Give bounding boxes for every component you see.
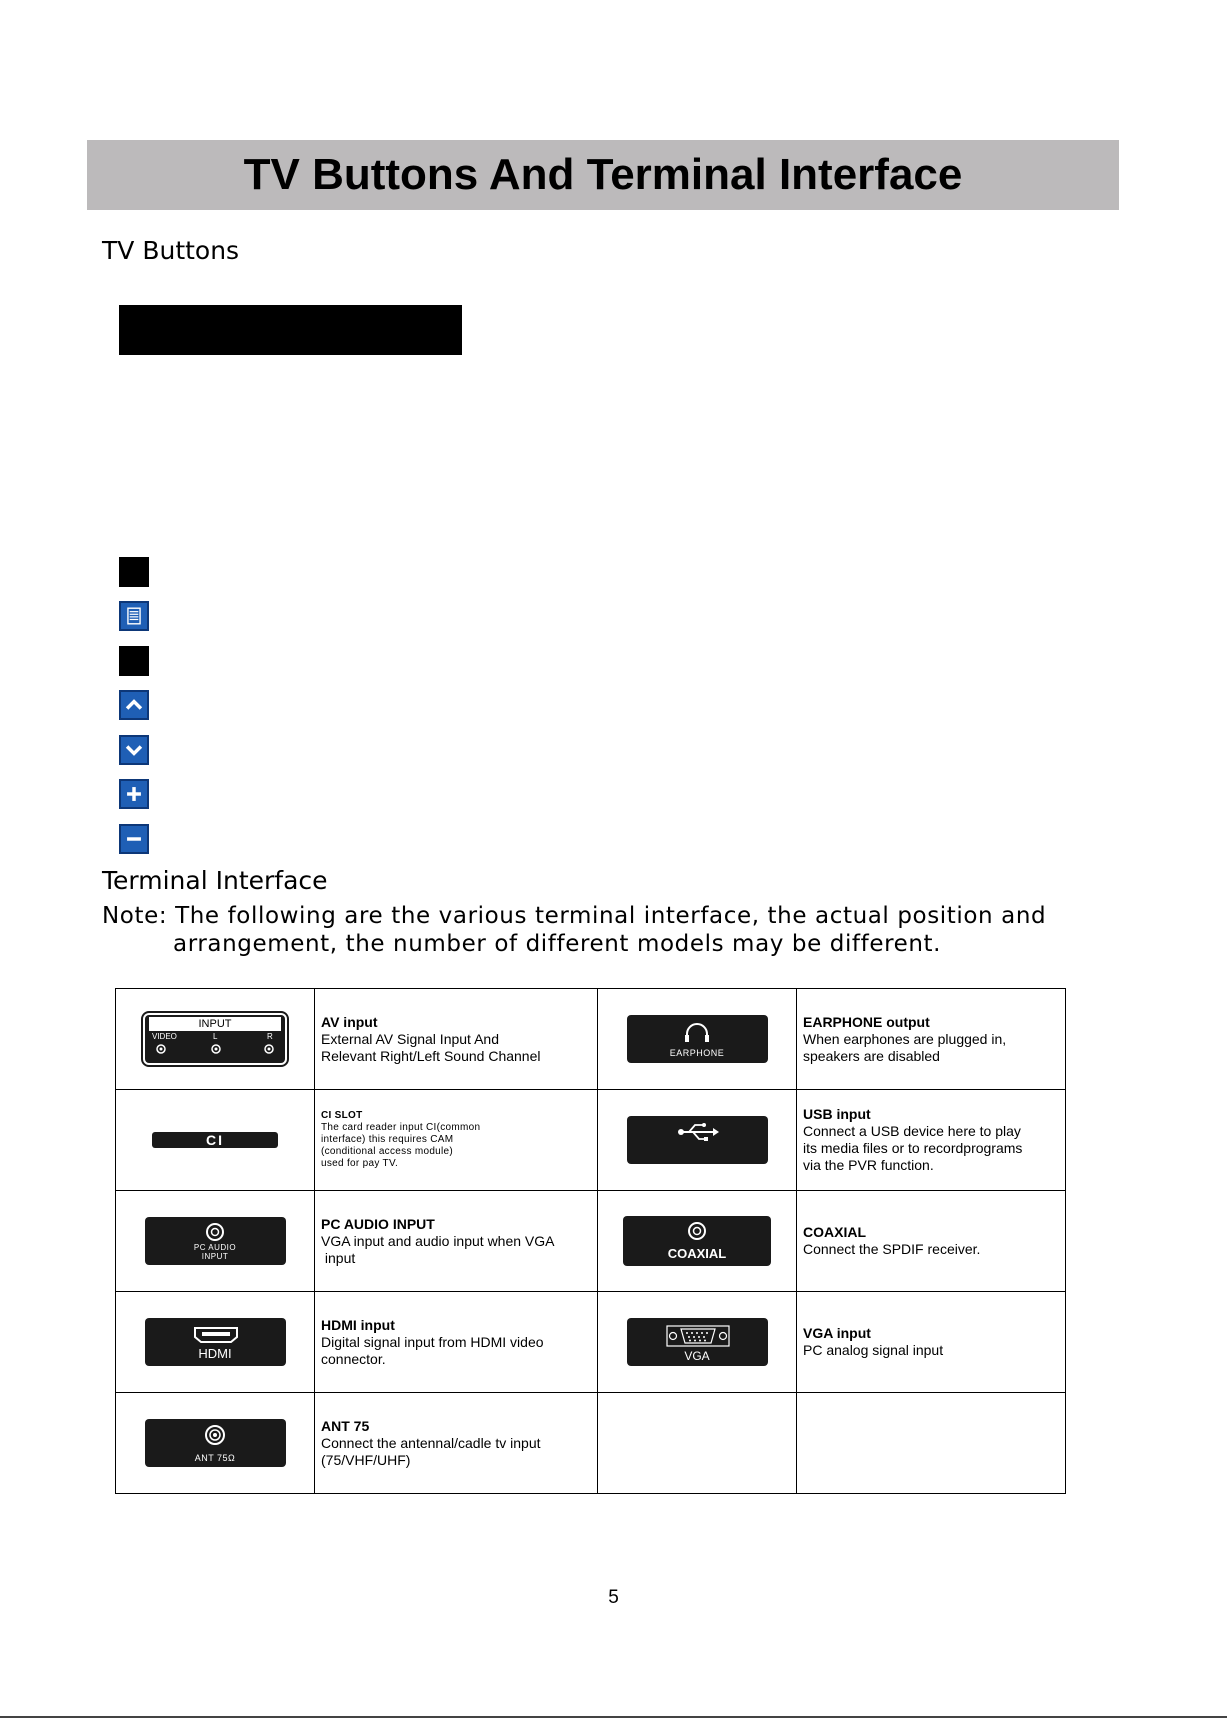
ant-line-1: Connect the antennal/cadle tv input [321, 1434, 541, 1451]
coaxial-port-icon [623, 1216, 771, 1266]
terminal-table [115, 988, 1066, 1494]
coaxial-line-1: Connect the SPDIF receiver. [803, 1241, 981, 1257]
av-l-label: L [213, 1032, 218, 1041]
ci-port-cell [116, 1090, 315, 1191]
pc-audio-line-1: VGA input and audio input when VGA [321, 1232, 555, 1249]
vga-label: VGA [684, 1349, 710, 1363]
note-text [102, 902, 1046, 958]
usb-line-3: via the PVR function. [803, 1157, 934, 1173]
page-number: 5 [608, 1587, 619, 1608]
usb-line-2: its media files or to recordprograms [803, 1140, 1023, 1156]
pc-audio-label-2: INPUT [201, 1252, 229, 1261]
channel-down-icon [119, 735, 149, 765]
av-line-2: Relevant Right/Left Sound Channel [321, 1047, 541, 1064]
ant-title: ANT 75 [321, 1417, 370, 1434]
vga-title: VGA input [803, 1325, 871, 1341]
usb-title: USB input [803, 1106, 871, 1122]
volume-minus-icon [119, 824, 149, 854]
pc-audio-title: PC AUDIO INPUT [321, 1215, 435, 1232]
ant-port-cell [116, 1393, 315, 1494]
page-title: TV Buttons And Terminal Interface [243, 150, 963, 199]
vga-port-cell [598, 1292, 797, 1393]
audio-jack-icon [204, 1221, 226, 1243]
menu-list-icon [119, 601, 149, 631]
usb-port-cell [598, 1090, 797, 1191]
volume-plus-icon [119, 779, 149, 809]
ci-line-1: The card reader input CI(common [321, 1122, 481, 1133]
av-video-label: VIDEO [152, 1032, 177, 1041]
headphone-icon [682, 1020, 712, 1044]
pc-audio-label-1: PC AUDIO [193, 1243, 237, 1252]
earphone-line-1: When earphones are plugged in, [803, 1030, 1007, 1047]
hdmi-title: HDMI input [321, 1316, 395, 1333]
earphone-description [797, 989, 1066, 1090]
ci-title: CI SLOT [321, 1110, 363, 1121]
hdmi-connector-icon [193, 1326, 239, 1344]
av-jack-icons [145, 1041, 285, 1057]
empty-cell [797, 1393, 1066, 1494]
channel-up-icon [119, 690, 149, 720]
earphone-line-2: speakers are disabled [803, 1047, 940, 1064]
bottom-divider [0, 1716, 1227, 1718]
usb-port-icon [627, 1116, 768, 1164]
hdmi-port-icon [145, 1318, 286, 1366]
black-square-icon [119, 646, 149, 676]
av-description [315, 989, 598, 1090]
ci-line-3: (conditional access module) [321, 1146, 454, 1157]
black-square-icon [119, 557, 149, 587]
coaxial-title: COAXIAL [803, 1224, 866, 1240]
pc-audio-port-icon [145, 1217, 286, 1265]
terminal-interface-heading: Terminal Interface [102, 866, 328, 895]
ci-slot-icon: CI [152, 1132, 278, 1148]
pc-audio-description [315, 1191, 598, 1292]
usb-icon [677, 1122, 719, 1142]
hdmi-port-cell [116, 1292, 315, 1393]
earphone-port-cell [598, 989, 797, 1090]
av-input-label: INPUT [149, 1017, 281, 1031]
earphone-label: EARPHONE [669, 1048, 725, 1058]
usb-line-1: Connect a USB device here to play [803, 1123, 1021, 1139]
antenna-jack-icon [203, 1423, 227, 1447]
av-r-label: R [267, 1032, 273, 1041]
ci-line-4: used for pay TV. [321, 1158, 399, 1169]
ci-line-2: interface) this requires CAM [321, 1134, 454, 1145]
coaxial-description [797, 1191, 1066, 1292]
coaxial-jack-icon [686, 1220, 708, 1242]
coaxial-port-cell [598, 1191, 797, 1292]
table-row [116, 1191, 1066, 1292]
coaxial-label: COAXIAL [667, 1246, 727, 1261]
title-banner [87, 140, 1119, 210]
pc-audio-label [145, 1243, 286, 1261]
earphone-port-icon [627, 1015, 768, 1063]
pc-audio-line-2: input [321, 1249, 356, 1266]
ant-line-2: (75/VHF/UHF) [321, 1451, 411, 1468]
hdmi-label: HDMI [198, 1346, 232, 1361]
table-row [116, 1292, 1066, 1393]
ci-description [315, 1090, 598, 1191]
hdmi-description [315, 1292, 598, 1393]
av-line-1: External AV Signal Input And [321, 1030, 499, 1047]
table-row [116, 1090, 1066, 1191]
hdmi-line-1: Digital signal input from HDMI video [321, 1333, 544, 1350]
ant-port-icon [145, 1419, 286, 1467]
ant-description [315, 1393, 598, 1494]
av-title: AV input [321, 1013, 378, 1030]
table-row [116, 1393, 1066, 1494]
hdmi-line-2: connector. [321, 1350, 386, 1367]
ant-label: ANT 75Ω [194, 1453, 236, 1463]
vga-line-1: PC analog signal input [803, 1342, 944, 1358]
av-port-cell [116, 989, 315, 1090]
tv-button-panel-image [119, 305, 462, 355]
note-line-1: Note: The following are the various terminal interface, the actual position and [102, 903, 1047, 929]
av-input-port-icon [143, 1013, 287, 1065]
usb-description [797, 1090, 1066, 1191]
tv-buttons-heading: TV Buttons [102, 236, 240, 265]
note-line-2: arrangement, the number of different models may be different. [173, 931, 942, 957]
vga-description [797, 1292, 1066, 1393]
pc-audio-port-cell [116, 1191, 315, 1292]
vga-port-icon [627, 1318, 768, 1366]
vga-connector-icon [666, 1325, 730, 1347]
earphone-title: EARPHONE output [803, 1013, 930, 1030]
empty-cell [598, 1393, 797, 1494]
table-row [116, 989, 1066, 1090]
